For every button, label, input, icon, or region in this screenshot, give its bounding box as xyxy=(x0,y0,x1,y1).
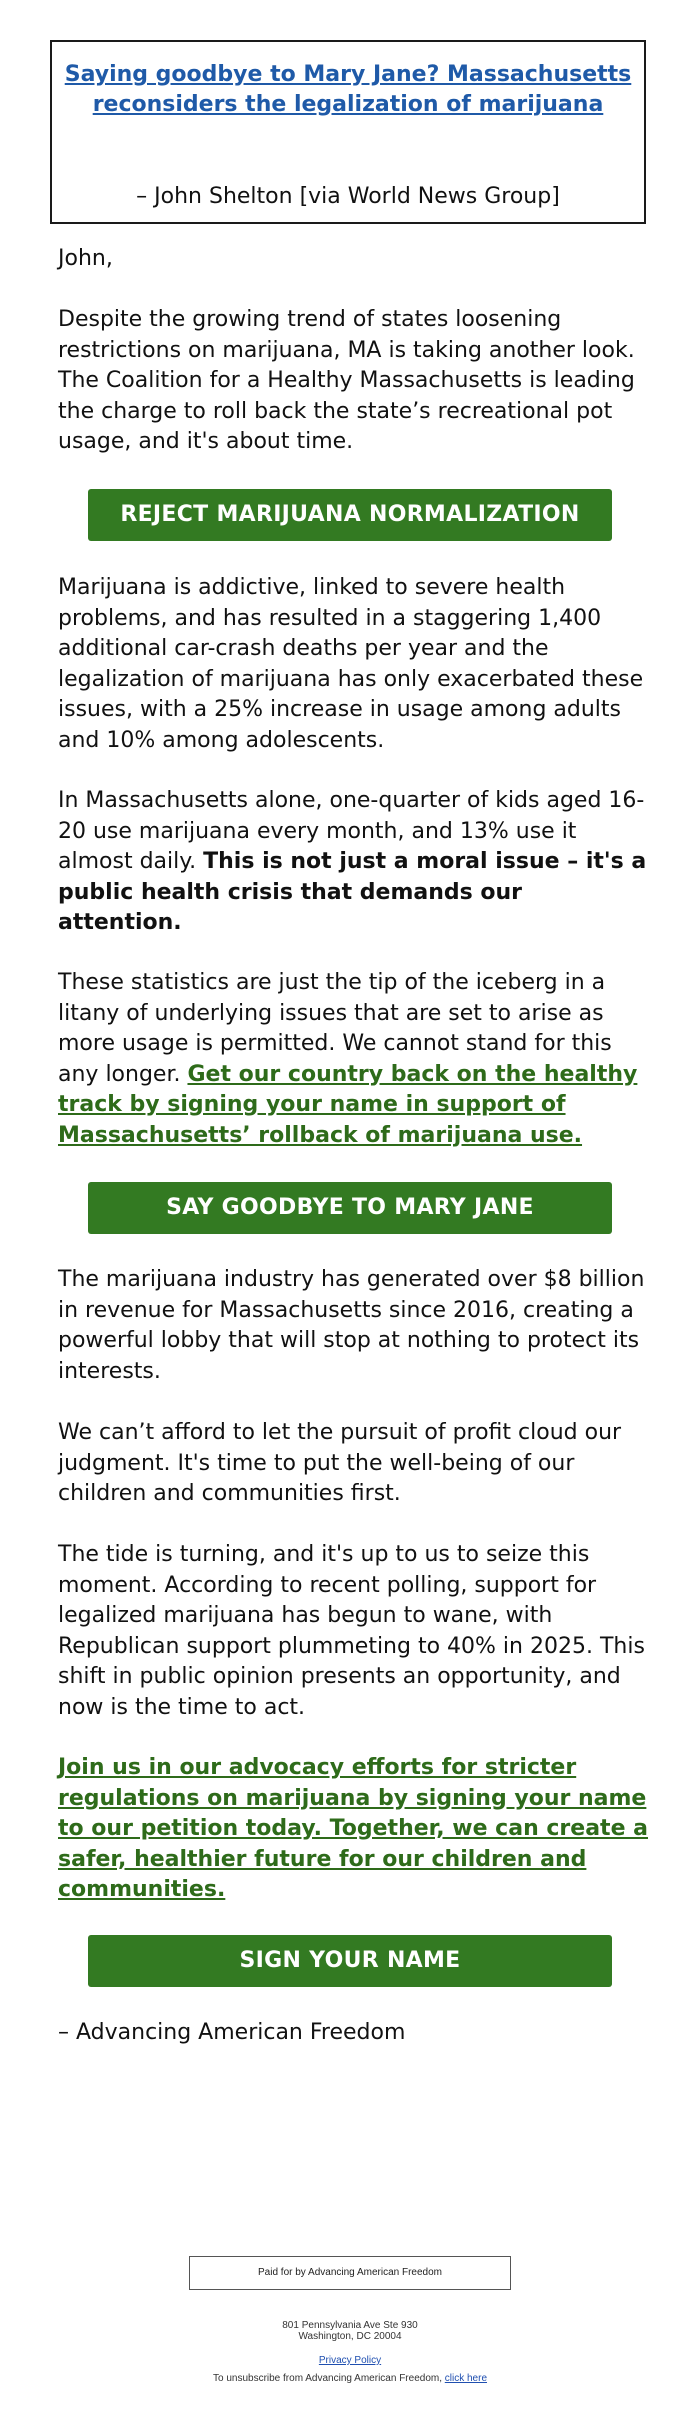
address-line-1: 801 Pennsylvania Ave Ste 930 xyxy=(282,2320,418,2331)
sign-your-name-button[interactable]: SIGN YOUR NAME xyxy=(88,1935,612,1987)
paragraph-intro: Despite the growing trend of states loosening restrictions on marijuana, MA is taking another look. The Coalition for a Healthy Massachusetts is leading the charge to roll back the state’s recreational pot usage, and it's about time. xyxy=(58,307,635,454)
paragraph-kids xyxy=(58,786,648,939)
unsubscribe-link[interactable]: click here xyxy=(444,2373,488,2384)
petition-link[interactable]: Join us in our advocacy efforts for stricter regulations on marijuana by signing your name to our petition today. Together, we can create a safer, healthier future for our children and communities. xyxy=(58,1755,648,1902)
say-goodbye-button[interactable]: SAY GOODBYE TO MARY JANE xyxy=(88,1182,612,1234)
paragraph-profit: We can’t afford to let the pursuit of profit cloud our judgment. It's time to put the well-being of our children and communities first. xyxy=(58,1420,622,1506)
public-health-emphasis: This is not just a moral issue – it's a public health crisis that demands our attention. xyxy=(58,849,647,935)
iceberg-text: These statistics are just the tip of the iceberg in a litany of underlying issues that are set to arise as more usage is permitted. We cannot stand for this any longer. xyxy=(58,970,612,1087)
greeting: John, xyxy=(58,246,113,271)
reject-normalization-button[interactable]: REJECT MARIJUANA NORMALIZATION xyxy=(88,489,612,541)
headline-link[interactable]: Saying goodbye to Mary Jane? Massachusetts reconsiders the legalization of marijuana xyxy=(64,62,632,117)
signoff: – Advancing American Freedom xyxy=(58,2020,406,2045)
headline-box xyxy=(50,40,646,224)
paragraph-iceberg xyxy=(58,968,648,1151)
paragraph-health: Marijuana is addictive, linked to severe health problems, and has resulted in a staggering 1,400 additional car-crash deaths per year and the legalization of marijuana has only exacerbated these issues, with a 25% increase in usage among adults and 10% among adolescents. xyxy=(58,575,644,753)
paragraph-tide: The tide is turning, and it's up to us to seize this moment. According to recent polling, support for legalized marijuana has begun to wane, with Republican support plummeting to 40% in 2025. This shift in public opinion presents an opportunity, and now is the time to act. xyxy=(58,1542,645,1720)
paragraph-industry: The marijuana industry has generated over $8 billion in revenue for Massachusetts since 2016, creating a powerful lobby that will stop at nothing to protect its interests. xyxy=(58,1267,645,1384)
privacy-policy-link[interactable]: Privacy Policy xyxy=(318,2355,382,2366)
paragraph-petition xyxy=(58,1753,648,1906)
privacy-policy-row xyxy=(0,2355,700,2367)
unsubscribe-text: To unsubscribe from Advancing American Freedom, xyxy=(212,2373,445,2384)
address-line-2: Washington, DC 20004 xyxy=(298,2331,402,2342)
paid-for-box: Paid for by Advancing American Freedom xyxy=(189,2256,511,2290)
headline-attribution: – John Shelton [via World News Group] xyxy=(136,184,560,209)
sign-support-link[interactable]: Get our country back on the healthy track by signing your name in support of Massachusetts’ rollback of marijuana use. xyxy=(58,1061,638,1148)
kids-stat-text: In Massachusetts alone, one-quarter of kids aged 16-20 use marijuana every month, and 13% use it almost daily. xyxy=(58,788,645,874)
unsubscribe-row xyxy=(0,2373,700,2385)
